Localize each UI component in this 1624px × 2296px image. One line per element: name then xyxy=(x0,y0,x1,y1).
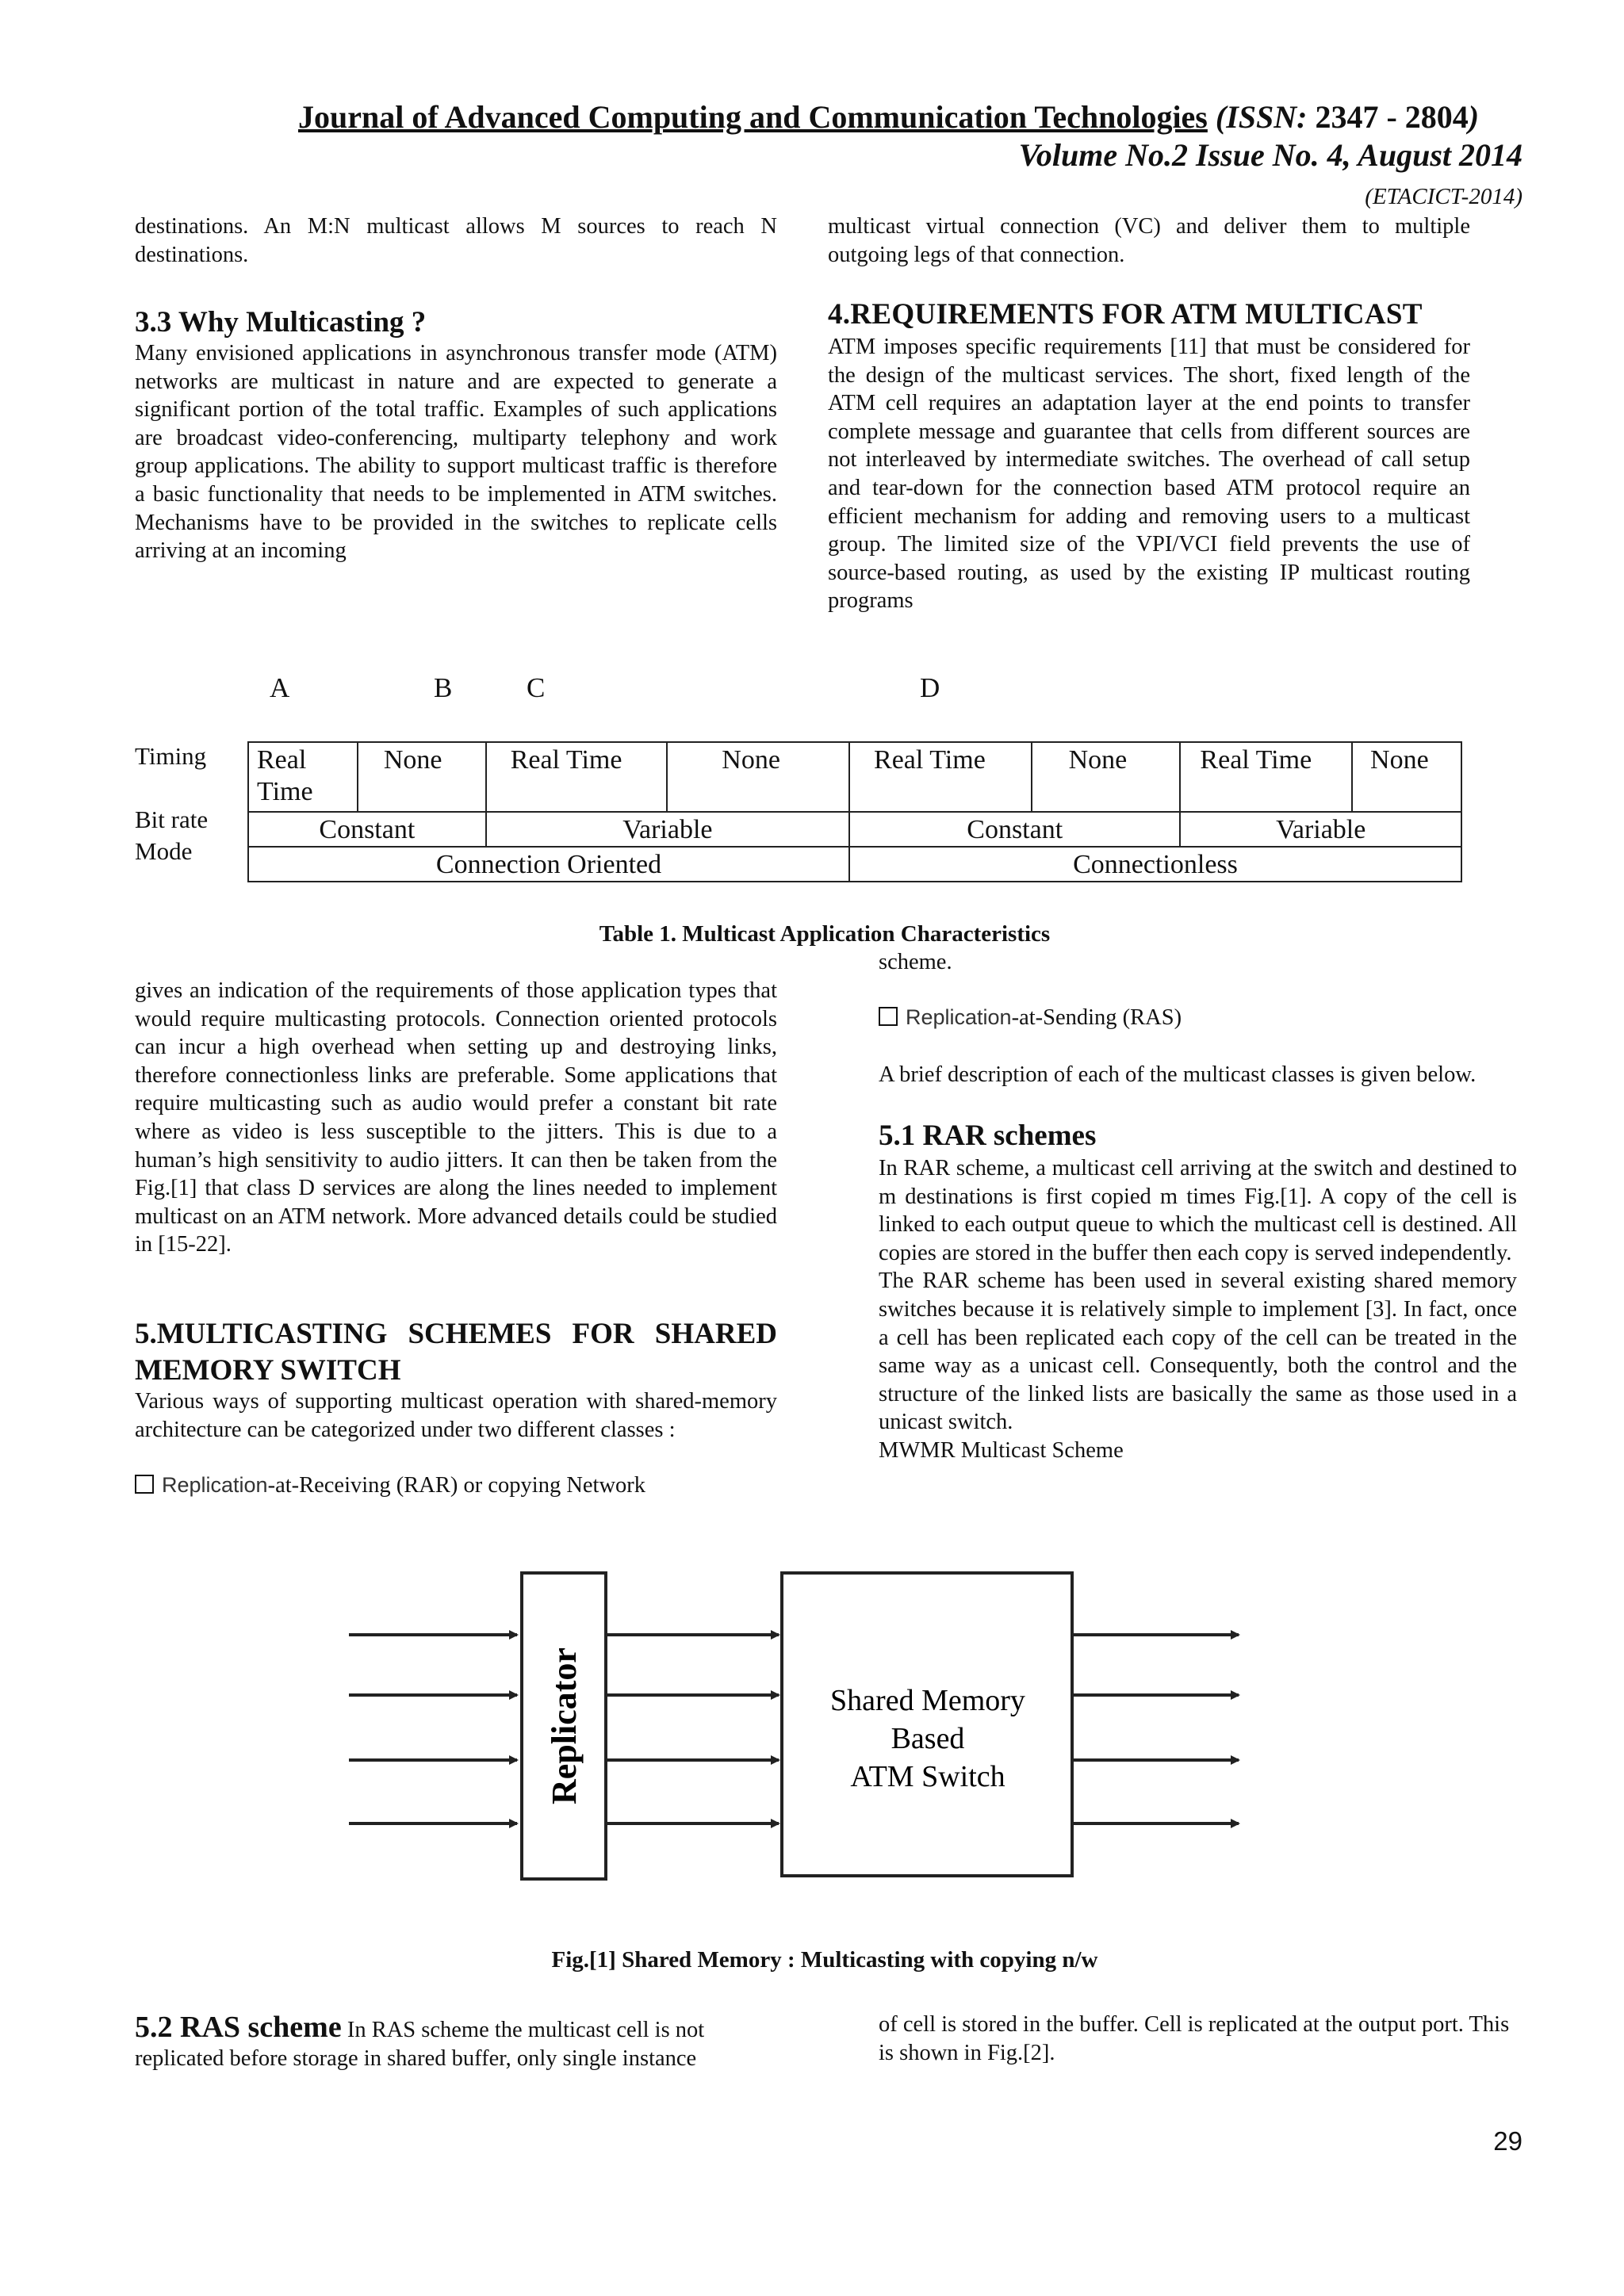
mode-cell: Connectionless xyxy=(849,847,1461,882)
characteristics-table xyxy=(247,741,1462,882)
bitrate-cell: Variable xyxy=(486,812,849,847)
top-left-paragraph: destinations. An M:N multicast allows M sources to reach N destinations. xyxy=(135,214,777,267)
row-label-bitrate: Bit rate xyxy=(135,806,209,833)
section-5-1-para: The RAR scheme has been used in several existing shared memory switches because it is relatively simple to implement [3]. In fact, once a cell has been replicated each copy of the cell can be treated in the same way as a unicast cell. Consequently, both the control and the structure of the linked lists are basically the same as those used in a unicast switch. xyxy=(879,1269,1517,1435)
mode-row xyxy=(248,847,1461,882)
page-number: 29 xyxy=(1493,2126,1522,2156)
row-label-mode: Mode xyxy=(135,837,193,865)
bitrate-row xyxy=(248,812,1461,847)
bullet-ras-text: -at-Sending (RAS) xyxy=(1011,1005,1182,1030)
mid-left-body: gives an indication of the requirements of those application types that would require multicasting protocols. Connection oriented protocols can incur a high overhead when setting up and destroying links, therefore connectionless links are preferable. Some applications that require multicasting such as audio would prefer a constant bit rate where as video is less susceptible to the jitters. This is due to a human’s high sensitivity to audio jitters. It can then be taken from the Fig.[1] that class D services are along the lines needed to implement multicast on an ATM network. More advanced details could be studied in [15-22]. xyxy=(135,978,777,1257)
middle-arrows xyxy=(606,1635,779,1823)
input-arrows xyxy=(349,1635,517,1823)
section-3-3-heading: 3.3 Why Multicasting ? xyxy=(135,306,427,339)
class-label-d: D xyxy=(920,672,940,703)
table-caption: Table 1. Multicast Application Characteristics xyxy=(599,921,1051,947)
timing-cell: None xyxy=(358,742,486,812)
figure-caption: Fig.[1] Shared Memory : Multicasting with copying n/w xyxy=(551,1947,1098,1973)
timing-cell: None xyxy=(667,742,849,812)
switch-label-line: ATM Switch xyxy=(850,1760,1005,1793)
top-right-paragraph: multicast virtual connection (VC) and deliver them to multiple outgoing legs of that connection. xyxy=(828,214,1470,267)
switch-label-line: Based xyxy=(891,1722,965,1755)
bitrate-cell: Constant xyxy=(248,812,486,847)
bullet-rar xyxy=(135,1471,777,1500)
section-5-body: Various ways of supporting multicast operation with shared-memory architecture can be categorized under two different classes : xyxy=(135,1389,777,1442)
brief-description: A brief description of each of the multicast classes is given below. xyxy=(879,1062,1477,1087)
timing-cell: Real Time xyxy=(1180,742,1352,812)
conference-tag: (ETACICT-2014) xyxy=(1365,184,1522,209)
issn-number: 2347 - 2804 xyxy=(1307,99,1469,135)
section-5-heading xyxy=(135,1316,777,1389)
bullet-rar-text: -at-Receiving (RAR) or copying Network xyxy=(267,1473,646,1498)
section-5-1-heading: 5.1 RAR schemes xyxy=(879,1119,1097,1152)
timing-row xyxy=(248,742,1461,812)
section-4-body: ATM imposes specific requirements [11] that must be considered for the design of the multicast services. The short, fixed length of the ATM cell requires an adaptation layer at the end points to transfer complete message and guarantee that cells from different sources are not interleaved by intermediate switches. The overhead of call setup and tear-down for the connection based ATM protocol require an efficient mechanism for adding and removing users to a multicast group. The limited size of the VPI/VCI field prevents the use of source-based routing, as used by the existing IP multicast routing programs xyxy=(828,335,1470,614)
section-5-heading-text: 5.MULTICASTING SCHEMES FOR SHARED MEMORY SWITCH xyxy=(135,1318,777,1387)
output-arrows xyxy=(1072,1635,1239,1823)
section-3-3-body: Many envisioned applications in asynchronous transfer mode (ATM) networks are multicast in nature and are expected to generate a significant portion of the total traffic. Examples of such applications are broadcast video-conferencing, multiparty telephony and work group applications. The ability to support multicast traffic is therefore a basic functionality that needs to be implemented in ATM switches. Mechanisms have to be provided in the switches to replicate cells arriving at an incoming xyxy=(135,341,777,564)
section-5-2-heading: 5.2 RAS scheme xyxy=(135,2011,342,2044)
section-5-1-para: MWMR Multicast Scheme xyxy=(879,1437,1124,1463)
issn-close: ) xyxy=(1468,99,1480,135)
bullet-rar-sans: Replication xyxy=(162,1473,268,1497)
section-5-1-para: In RAR scheme, a multicast cell arriving at the switch and destined to m destinations is first copied m times Fig.[1]. A copy of the cell is linked to each output queue to which the multicast cell is destined. All copies are stored in the buffer then each copy is served independently. xyxy=(879,1156,1517,1265)
timing-cell: Real Time xyxy=(486,742,668,812)
timing-cell: None xyxy=(1352,742,1461,812)
class-label-c: C xyxy=(527,672,546,703)
mid-right-scheme: scheme. xyxy=(879,950,952,974)
section-5-2 xyxy=(135,2011,777,2072)
section-5-2-body-right: of cell is stored in the buffer. Cell is replicated at the output port. This is shown in Fig.[2]. xyxy=(879,2012,1510,2065)
bullet-ras-sans: Replication xyxy=(906,1005,1012,1029)
row-label-timing: Timing xyxy=(135,742,207,770)
bitrate-cell: Constant xyxy=(849,812,1180,847)
timing-cell: Real Time xyxy=(248,742,358,812)
figure-shared-memory-diagram xyxy=(333,1562,1269,1903)
mode-cell: Connection Oriented xyxy=(248,847,849,882)
checkbox-icon xyxy=(135,1475,154,1494)
checkbox-icon xyxy=(879,1007,898,1026)
timing-cell: Real Time xyxy=(849,742,1032,812)
timing-cell: None xyxy=(1032,742,1181,812)
class-label-a: A xyxy=(270,672,290,703)
bitrate-cell: Variable xyxy=(1180,812,1461,847)
journal-name: Journal of Advanced Computing and Communication Technologies xyxy=(298,99,1208,135)
section-5-1-body xyxy=(879,1154,1517,1465)
class-label-b: B xyxy=(434,672,453,703)
volume-issue: Volume No.2 Issue No. 4, August 2014 xyxy=(1018,137,1522,173)
journal-title xyxy=(298,98,1479,136)
replicator-label: Replicator xyxy=(545,1647,584,1804)
bullet-ras xyxy=(879,1004,1517,1032)
section-5-2-body-left: In RAS scheme the multicast cell is not replicated before storage in shared buffer, only single instance xyxy=(135,2018,705,2071)
switch-label-line: Shared Memory xyxy=(830,1684,1025,1717)
section-4-heading: 4.REQUIREMENTS FOR ATM MULTICAST xyxy=(828,298,1423,331)
issn-label: (ISSN: xyxy=(1207,99,1308,135)
